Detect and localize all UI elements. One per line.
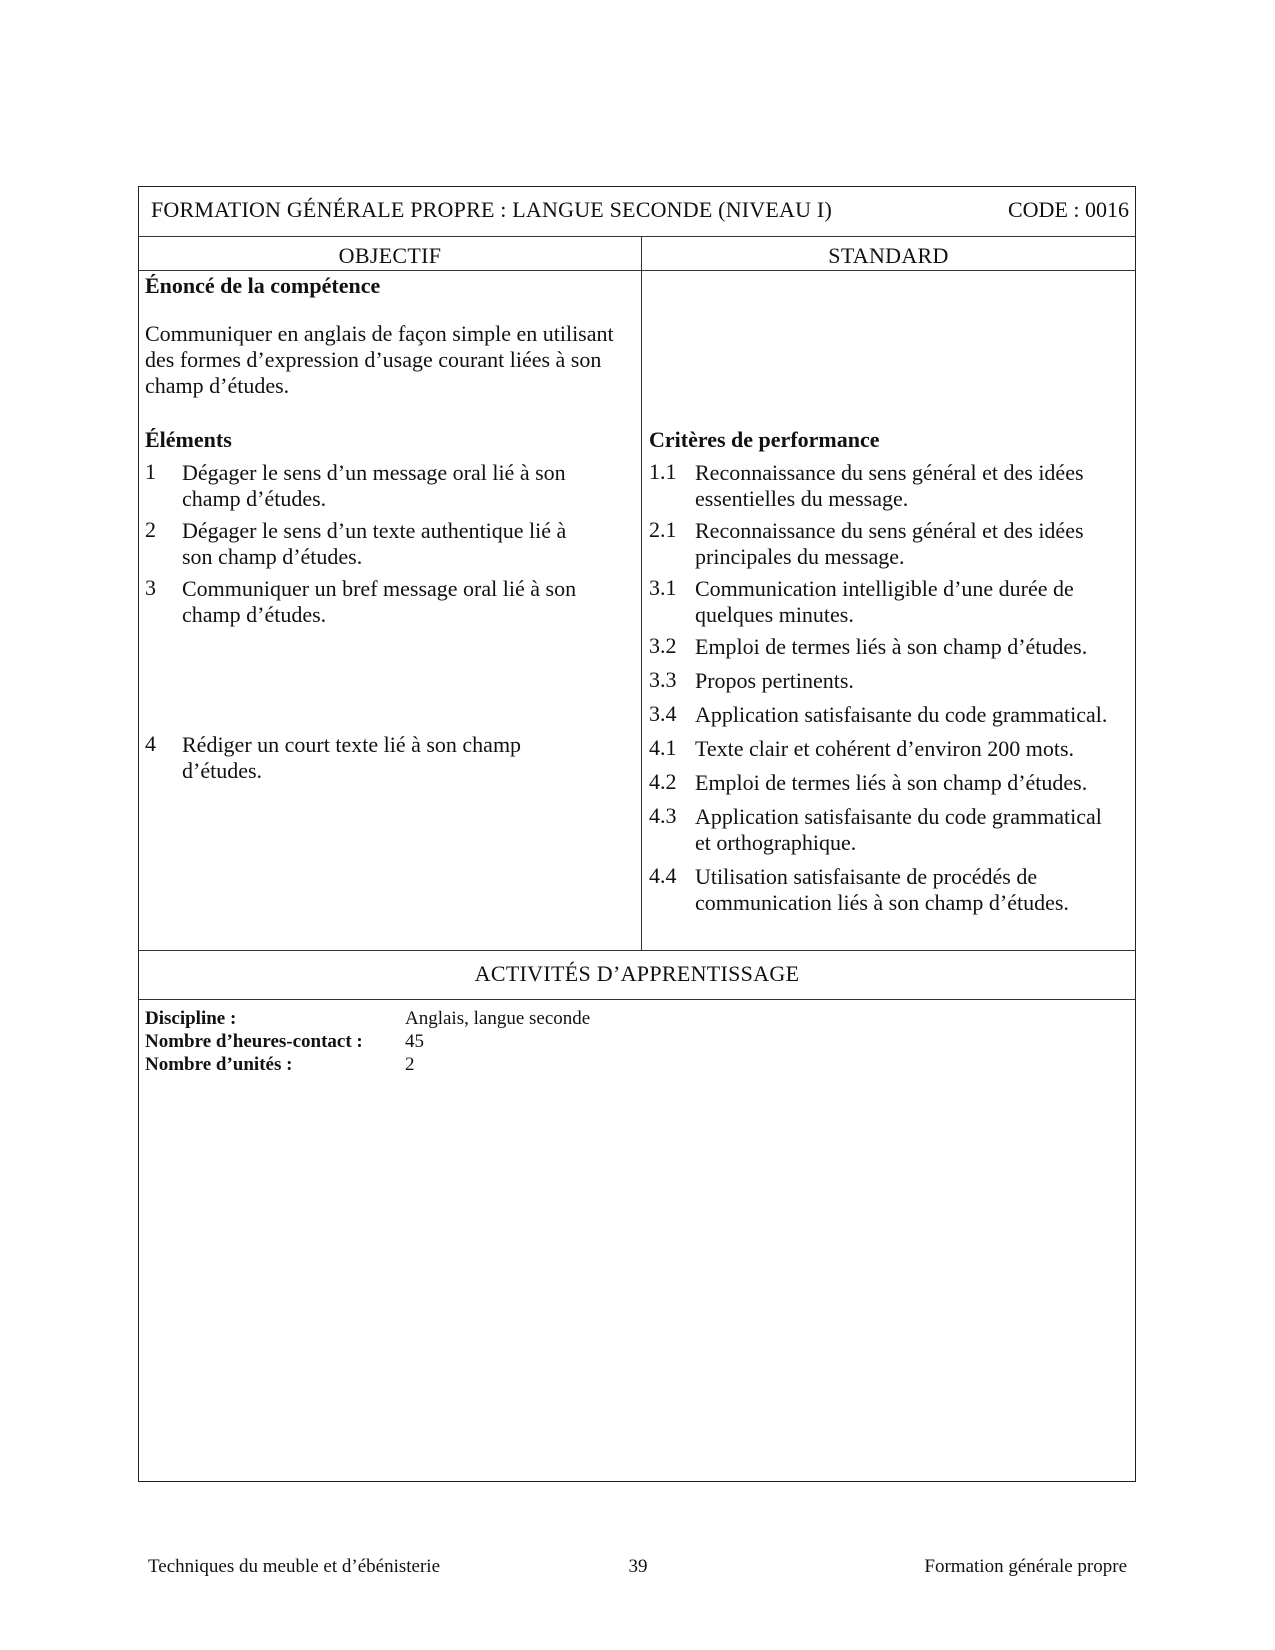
element-number: 4 — [145, 731, 156, 756]
element-line: champ d’études. — [182, 602, 327, 627]
critere-line: et orthographique. — [695, 830, 857, 855]
critere-line: principales du message. — [695, 544, 905, 569]
element-line: d’études. — [182, 758, 263, 783]
footer-program: Techniques du meuble et d’ébénisterie — [148, 1556, 441, 1577]
critere-line: Emploi de termes liés à son champ d’études. — [695, 634, 1088, 659]
element-line: Communiquer un bref message oral lié à son — [182, 576, 577, 601]
critere-number: 3.1 — [649, 575, 677, 600]
critere-line: Reconnaissance du sens général et des idées — [695, 460, 1084, 485]
course-code: CODE : 0016 — [1008, 197, 1129, 222]
critere-line: Texte clair et cohérent d’environ 200 mots. — [695, 736, 1075, 761]
critere-line: quelques minutes. — [695, 602, 854, 627]
critere-number: 4.3 — [649, 803, 677, 828]
standard-header: STANDARD — [828, 243, 949, 268]
element-line: Rédiger un court texte lié à son champ — [182, 732, 522, 757]
competence-line: Communiquer en anglais de façon simple en utilisant — [145, 321, 614, 346]
criteres-heading: Critères de performance — [649, 427, 880, 452]
competence-line: des formes d’expression d’usage courant liées à son — [145, 347, 602, 372]
activites-title: ACTIVITÉS D’APPRENTISSAGE — [474, 961, 800, 986]
column-divider — [641, 237, 642, 951]
critere-number: 3.3 — [649, 667, 677, 692]
element-line: Dégager le sens d’un texte authentique lié à — [182, 518, 567, 543]
competence-text — [145, 321, 614, 399]
element-line: son champ d’études. — [182, 544, 363, 569]
critere-number: 2.1 — [649, 517, 677, 542]
critere-line: essentielles du message. — [695, 486, 909, 511]
divider — [139, 950, 1135, 951]
critere-line: Propos pertinents. — [695, 668, 854, 693]
document-title: FORMATION GÉNÉRALE PROPRE : LANGUE SECONDE (NIVEAU I) — [151, 197, 832, 222]
critere-number: 4.1 — [649, 735, 677, 760]
critere-number: 1.1 — [649, 459, 677, 484]
critere-line: Emploi de termes liés à son champ d’études. — [695, 770, 1088, 795]
critere-line: Utilisation satisfaisante de procédés de — [695, 864, 1038, 889]
unites-label: Nombre d’unités : — [145, 1054, 293, 1075]
unites-value: 2 — [405, 1054, 415, 1075]
critere-line: communication liés à son champ d’études. — [695, 890, 1069, 915]
column-header-row — [139, 237, 1135, 271]
critere-number: 3.2 — [649, 633, 677, 658]
page-number: 39 — [628, 1556, 648, 1577]
heures-contact-value: 45 — [405, 1031, 424, 1052]
element-number: 2 — [145, 517, 156, 542]
critere-line: Application satisfaisante du code grammatical — [695, 804, 1102, 829]
divider — [139, 999, 1135, 1000]
competence-line: champ d’études. — [145, 373, 290, 398]
critere-line: Reconnaissance du sens général et des idées — [695, 518, 1084, 543]
critere-line: Application satisfaisante du code grammatical. — [695, 702, 1108, 727]
footer-section: Formation générale propre — [924, 1556, 1127, 1577]
elements-heading: Éléments — [145, 427, 232, 452]
discipline-value: Anglais, langue seconde — [405, 1008, 591, 1029]
objectif-header: OBJECTIF — [338, 243, 442, 268]
title-row — [139, 187, 1135, 237]
element-line: Dégager le sens d’un message oral lié à son — [182, 460, 566, 485]
discipline-label: Discipline : — [145, 1008, 237, 1029]
critere-number: 3.4 — [649, 701, 677, 726]
critere-number: 4.4 — [649, 863, 677, 888]
element-number: 1 — [145, 459, 156, 484]
critere-number: 4.2 — [649, 769, 677, 794]
element-number: 3 — [145, 575, 156, 600]
critere-line: Communication intelligible d’une durée de — [695, 576, 1074, 601]
heures-contact-label: Nombre d’heures-contact : — [145, 1031, 363, 1052]
element-line: champ d’études. — [182, 486, 327, 511]
competence-heading: Énoncé de la compétence — [145, 273, 381, 298]
competency-table — [138, 186, 1136, 1482]
